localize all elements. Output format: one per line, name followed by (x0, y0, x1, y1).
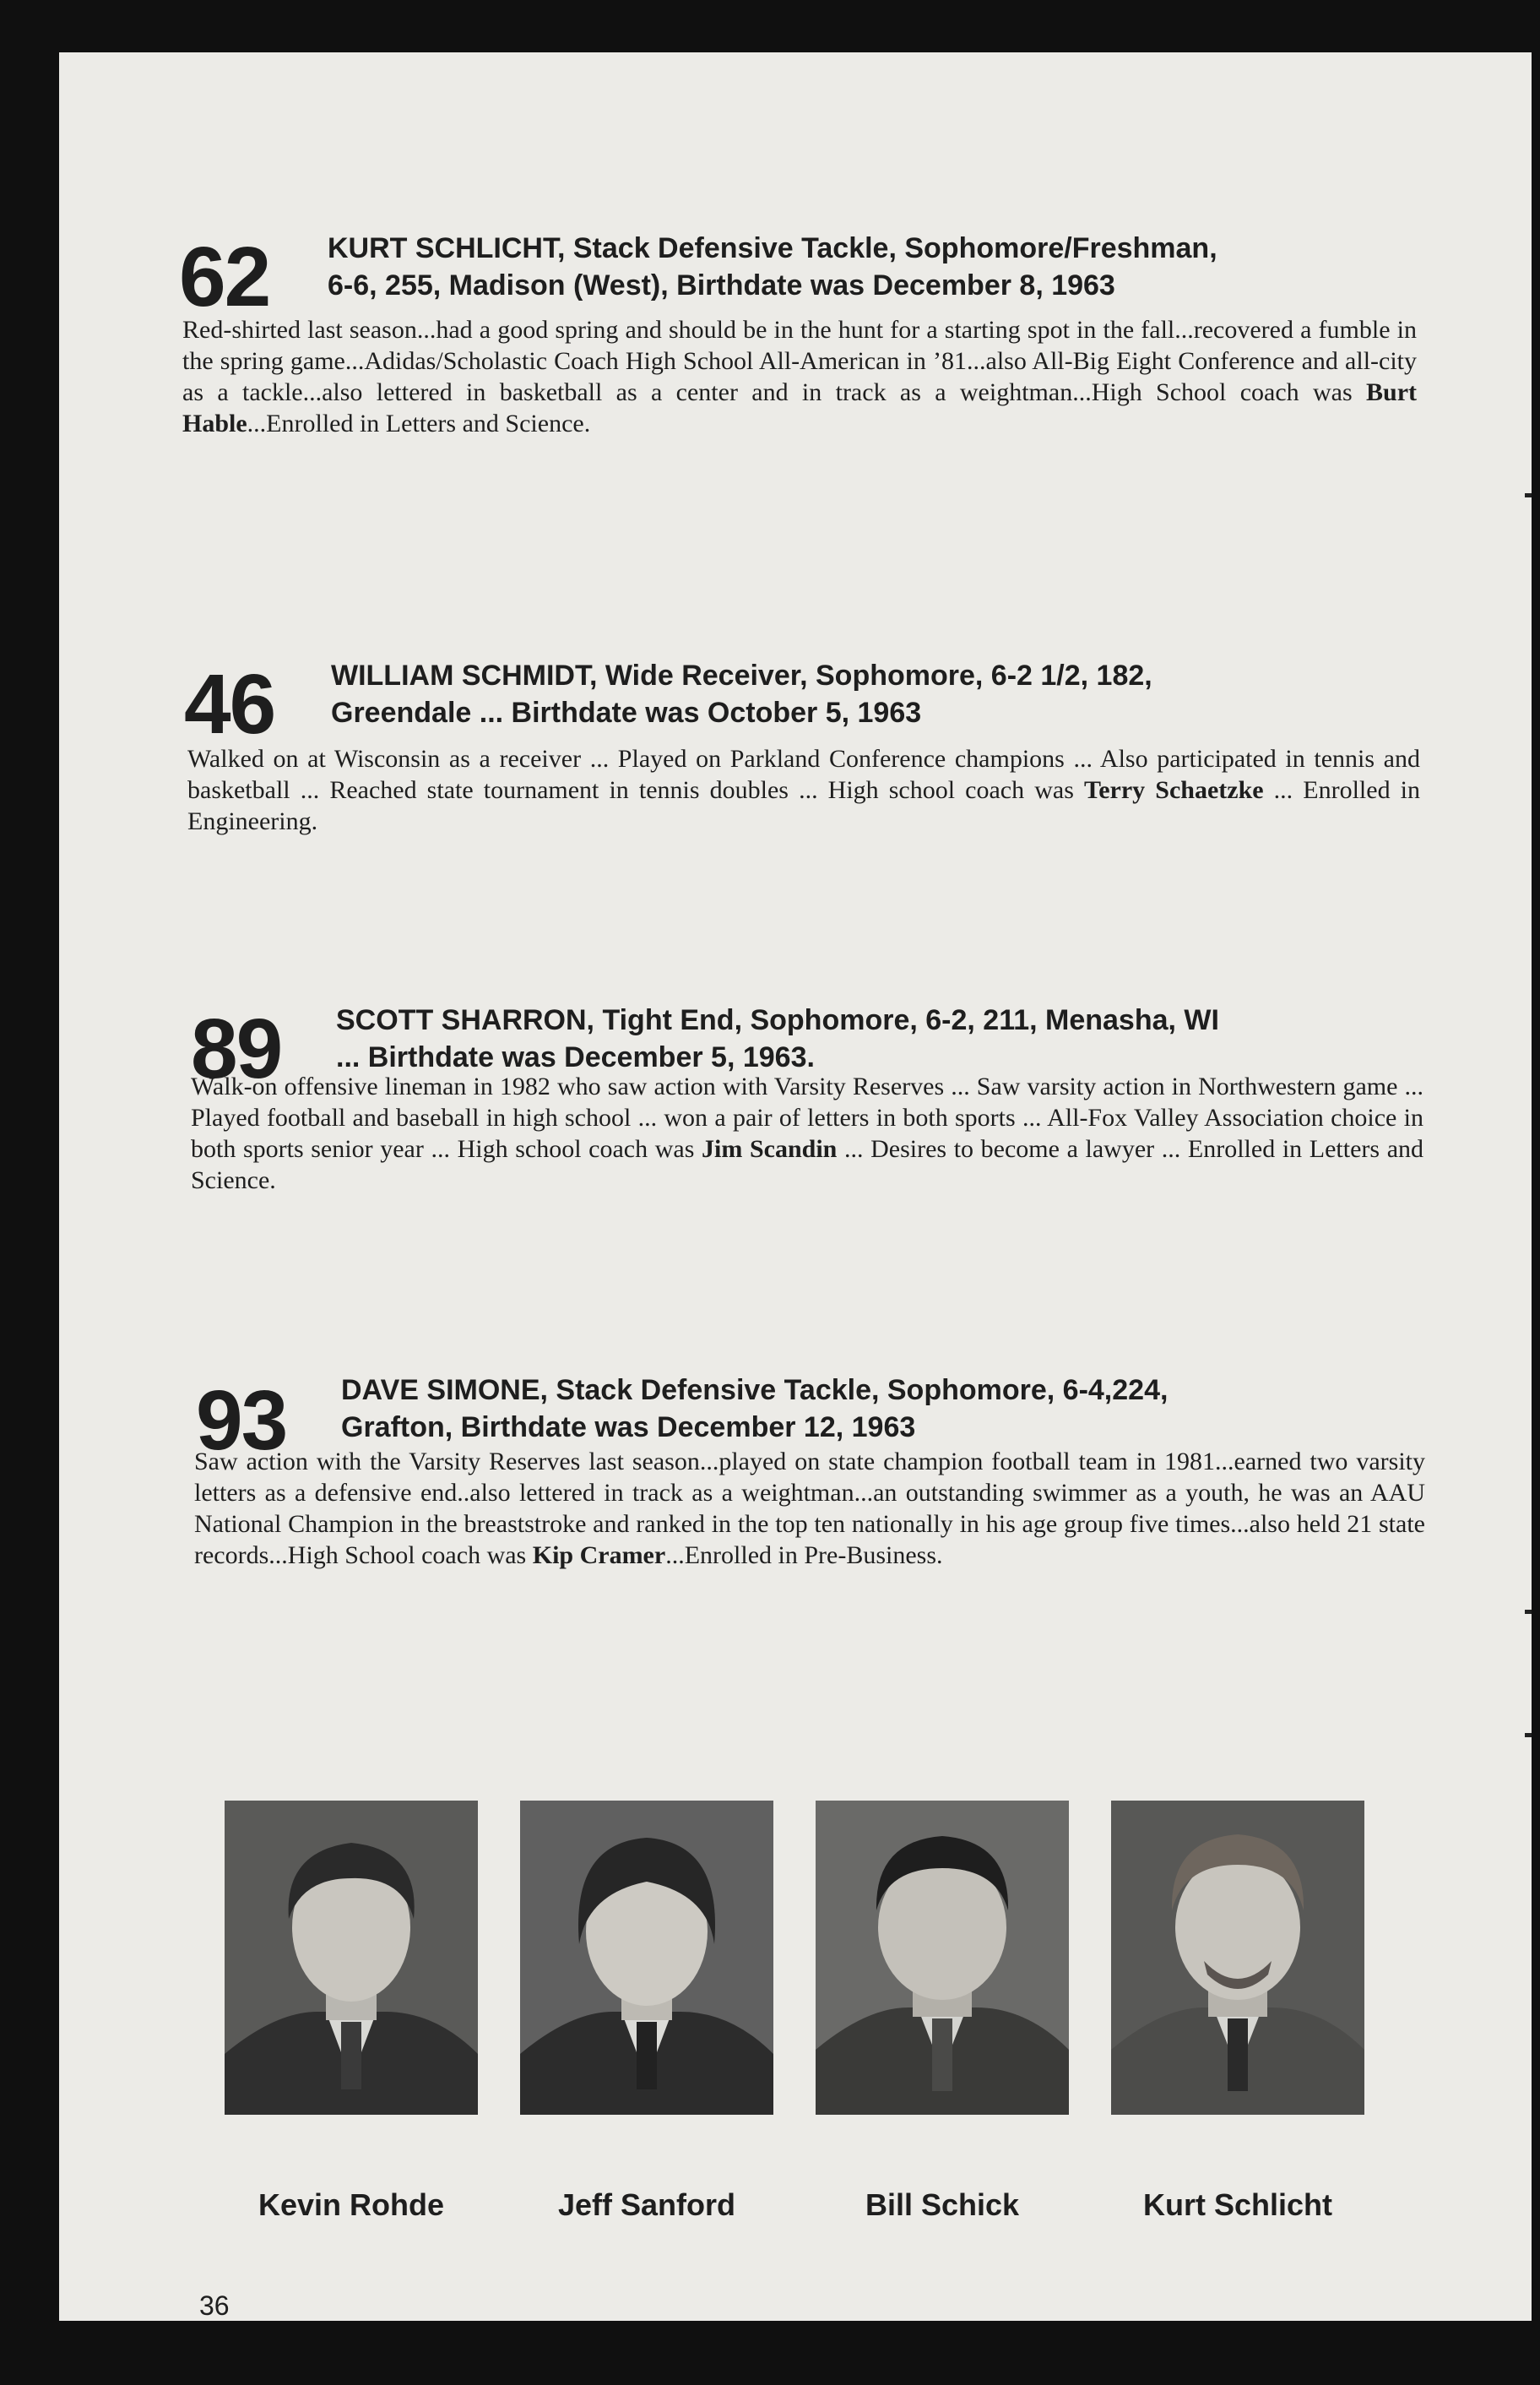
jersey-number: 62 (179, 230, 270, 324)
player-heading-line-1: DAVE SIMONE, Stack Defensive Tackle, Sophomore, 6-4,224, (341, 1374, 1169, 1406)
binding-mark (1525, 1610, 1532, 1614)
player-heading-line-2: 6-6, 255, Madison (West), Birthdate was December 8, 1963 (328, 269, 1115, 302)
player-heading-line-1: WILLIAM SCHMIDT, Wide Receiver, Sophomore, 6-2 1/2, 182, (331, 660, 1152, 692)
coach-name: Burt Hable (182, 378, 1417, 437)
binding-mark (1525, 1733, 1532, 1737)
coach-name: Kip Cramer (532, 1541, 666, 1569)
coach-name: Jim Scandin (702, 1135, 838, 1163)
player-photo (520, 1801, 773, 2115)
player-bio: Walked on at Wisconsin as a receiver ... Played on Parkland Conference champions ... Also participated in tennis and basketball ... Reached state tournament in tennis doubles ... High school coach was Terry Schaetzke ... Enrolled in Engineering. (187, 745, 1420, 835)
player-heading-line-1: SCOTT SHARRON, Tight End, Sophomore, 6-2, 211, Menasha, WI (336, 1004, 1219, 1036)
photo-caption: Kevin Rohde (258, 2187, 445, 2222)
coach-name: Terry Schaetzke (1083, 776, 1264, 804)
player-photo (816, 1801, 1069, 2115)
player-bio: Red-shirted last season...had a good spring and should be in the hunt for a starting spot in the fall...recovered a fumble in the spring game...Adidas/Scholastic Coach High School All-American in ’81...also All-Big Eight Conference and all-city as a tackle...also lettered in basketball as a center and in track as a weightman...High School coach was Burt Hable...Enrolled in Letters and Science. (182, 316, 1417, 437)
jersey-number: 46 (184, 657, 275, 752)
binding-mark (1525, 493, 1532, 497)
photo-caption: Bill Schick (865, 2187, 1020, 2222)
jersey-number: 89 (191, 1002, 282, 1096)
program-page (59, 52, 1532, 2321)
photo-caption: Kurt Schlicht (1142, 2187, 1332, 2222)
portrait-placeholder (225, 1801, 478, 2115)
player-bio: Walk-on offensive lineman in 1982 who saw action with Varsity Reserves ... Saw varsity action in Northwestern game ... Played football and baseball in high school ... won a pair of letters in both sports ... All-Fox Valley Association choice in both sports senior year ... High school coach was Jim Scandin ... Desires to become a lawyer ... Enrolled in Letters and Science. (191, 1073, 1424, 1194)
player-bio: Saw action with the Varsity Reserves last season...played on state champion football team in 1981...earned two varsity letters as a defensive end..also lettered in track as a weightman...an outstanding swimmer as a youth, he was an AAU National Champion in the breaststroke and ranked in the top ten nationally in his age group five times...also held 21 state records...High School coach was Kip Cramer...Enrolled in Pre-Business. (194, 1448, 1425, 1569)
jersey-number: 93 (196, 1373, 287, 1468)
portrait-placeholder (1111, 1801, 1364, 2115)
portrait-placeholder (816, 1801, 1069, 2115)
photo-caption: Jeff Sanford (557, 2187, 736, 2222)
page-number: 36 (199, 2290, 230, 2321)
portrait-placeholder (520, 1801, 773, 2115)
player-heading-line-2: Greendale ... Birthdate was October 5, 1963 (331, 697, 922, 729)
player-photo (225, 1801, 478, 2115)
player-heading-line-1: KURT SCHLICHT, Stack Defensive Tackle, Sophomore/Freshman, (328, 232, 1217, 264)
player-heading-line-2: ... Birthdate was December 5, 1963. (336, 1041, 815, 1073)
player-heading-line-2: Grafton, Birthdate was December 12, 1963 (341, 1411, 916, 1443)
player-photo (1111, 1801, 1364, 2115)
